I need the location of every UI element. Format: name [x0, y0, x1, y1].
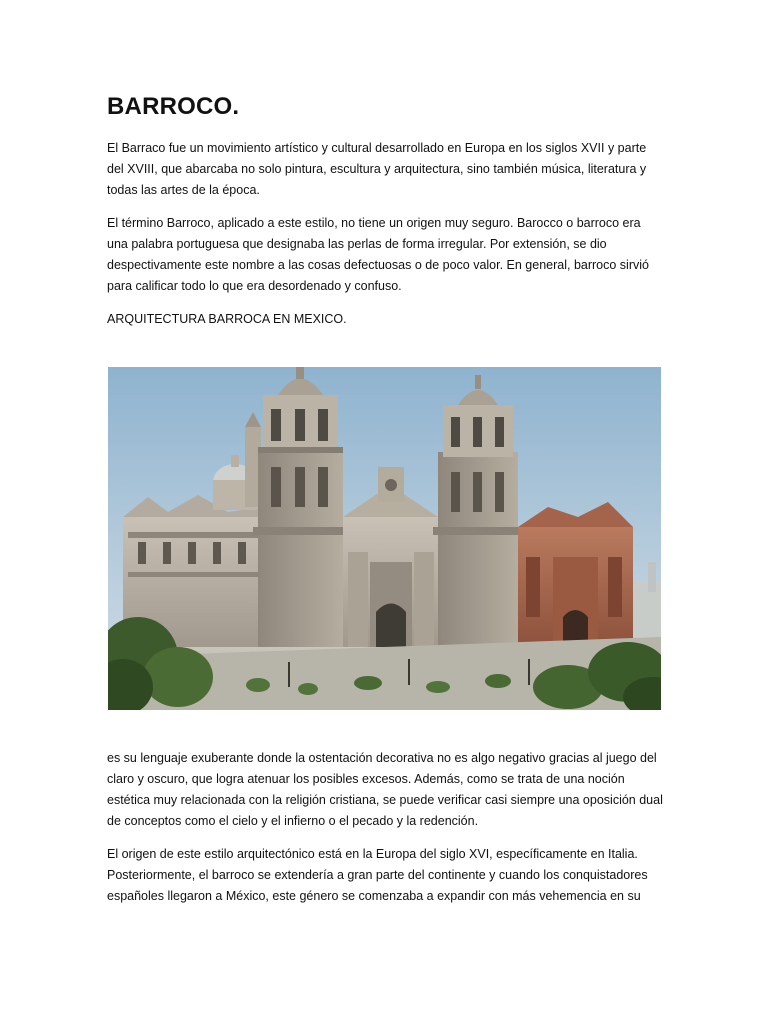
paragraph-intro: El Barraco fue un movimiento artístico y cultural desarrollado en Europa en los siglos XVII y parte del XVIII, que abarcaba no solo pintura, escultura y arquitectura, sino también música, literatura y todas las artes de la época.: [107, 141, 647, 197]
section-heading: ARQUITECTURA BARROCA EN MEXICO.: [107, 312, 347, 326]
paragraph-history: El origen de este estilo arquitectónico está en la Europa del siglo XVI, específicamente en Italia. Posteriormente, el barroco se extendería a gran parte del continente y cuando los conquistadores españoles llegaron a México, este género se comenzaba a expandir con más vehemencia en su: [107, 847, 648, 903]
paragraph-origin: El término Barroco, aplicado a este estilo, no tiene un origen muy seguro. Barocco o barroco era una palabra portuguesa que designaba las perlas de forma irregular. Por extensión, se dio despectivamente este nombre a las cosas defectuosas o de poco valor. En general, barroco sirvió para calificar todo lo que era desordenado y confuso.: [107, 216, 649, 293]
paragraph-language: es su lenguaje exuberante donde la ostentación decorativa no es algo negativo gracias al juego del claro y oscuro, que logra atenuar los posibles excesos. Además, como se trata de una noción estética muy relacionada con la religión cristiana, se puede verificar casi siempre una oposición dual de conceptos como el cielo y el infierno o el pecado y la redención.: [107, 751, 663, 828]
page-title: BARROCO.: [107, 93, 240, 120]
document-bottom-section: [107, 748, 663, 919]
cathedral-photo: [108, 367, 661, 710]
cathedral-illustration: [108, 367, 661, 710]
document-top-section: [107, 92, 663, 330]
